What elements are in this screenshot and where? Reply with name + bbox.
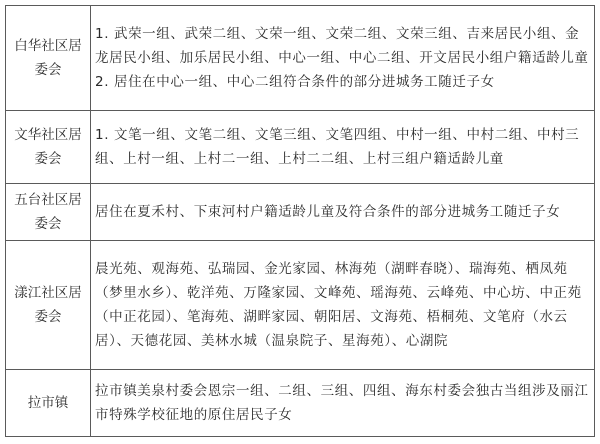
school-zone-table (5, 5, 595, 437)
community-name-cell (6, 111, 91, 184)
detail-line: 晨光苑、观海苑、弘瑞园、金光家园、林海苑（湖畔春晓）、瑞海苑、栖凤苑（梦里水乡）、乾洋苑、万隆家园、文峰苑、瑶海苑、云峰苑、中心坊、中正苑（中正花园）、笔海苑、湖畔家园、朝阳居、文海苑、梧桐苑、文笔府（水云居）、天德花园、美林水城（温泉院子、星海苑）、心湖院 (95, 261, 582, 349)
community-detail-cell (91, 184, 595, 241)
table-row (6, 6, 595, 111)
community-detail-cell (91, 111, 595, 184)
detail-line: 1. 文笔一组、文笔二组、文笔三组、文笔四组、中村一组、中村二组、中村三组、上村一组、上村二一组、上村二二组、上村三组户籍适龄儿童 (95, 127, 580, 167)
table-row (6, 241, 595, 370)
community-name: 文华社区居委会 (14, 127, 82, 167)
table-row (6, 111, 595, 184)
community-name: 白华社区居委会 (14, 38, 82, 78)
community-name: 五台社区居委会 (14, 192, 82, 232)
community-detail-cell (91, 370, 595, 437)
table-row (6, 370, 595, 437)
community-name: 漾江社区居委会 (14, 285, 82, 325)
table-row (6, 184, 595, 241)
community-detail-cell (91, 241, 595, 370)
detail-line: 居住在夏禾村、下束河村户籍适龄儿童及符合条件的部分进城务工随迁子女 (95, 204, 561, 220)
detail-line: 拉市镇美泉村委会恩宗一组、二组、三组、四组、海东村委会独古当组涉及丽江市特殊学校征地的原住居民子女 (95, 383, 589, 423)
detail-line: 1. 武荣一组、武荣二组、文荣一组、文荣二组、文荣三组、吉来居民小组、金龙居民小组、加乐居民小组、中心一组、中心二组、开文居民小组户籍适龄儿童 (95, 26, 589, 66)
detail-line: 2. 居住在中心一组、中心二组符合条件的部分进城务工随迁子女 (95, 74, 495, 90)
community-name-cell (6, 6, 91, 111)
community-name-cell (6, 370, 91, 437)
community-name: 拉市镇 (27, 395, 69, 411)
community-name-cell (6, 184, 91, 241)
community-detail-cell (91, 6, 595, 111)
community-name-cell (6, 241, 91, 370)
